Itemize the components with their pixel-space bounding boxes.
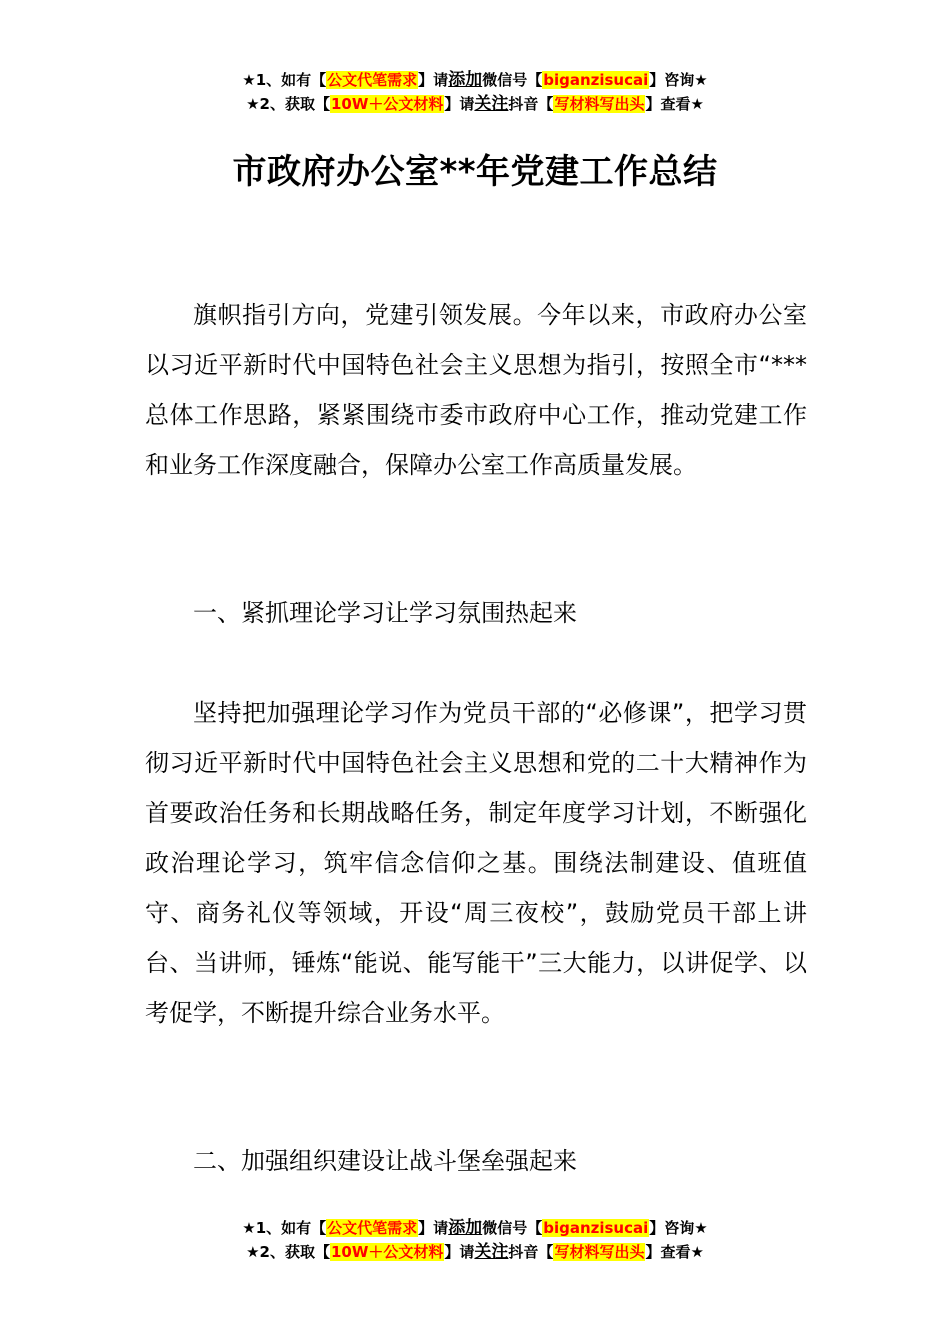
banner-highlight-wechat-id: biganzisucai [543, 71, 649, 89]
banner-line-1-prefix: ★1、如有【 [242, 1219, 327, 1237]
banner-line-2-suffix: 】查看★ [645, 95, 704, 113]
banner-line-2-mid-2: 抖音【 [508, 1243, 554, 1261]
top-banner [0, 68, 950, 116]
banner-line-2-prefix: ★2、获取【 [246, 95, 330, 113]
banner-line-2 [0, 92, 950, 116]
banner-line-1-mid: 】请 [418, 71, 449, 89]
banner-highlight-douyin-account: 写材料写出头 [554, 95, 645, 113]
document-title: 市政府办公室**年党建工作总结 [232, 152, 718, 192]
banner-line-1-prefix: ★1、如有【 [242, 71, 327, 89]
banner-emphasis-follow: 关注 [474, 1242, 509, 1262]
banner-line-1-suffix: 】咨询★ [649, 71, 708, 89]
paragraph-intro: 旗帜指引方向，党建引领发展。今年以来，市政府办公室以习近平新时代中国特色社会主义思想为指引，按照全市“***总体工作思路，紧紧围绕市委市政府中心工作，推动党建工作和业务工作深度融合，保障办公室工作高质量发展。 [145, 301, 807, 479]
banner-highlight-materials: 10W＋公文材料 [330, 1243, 444, 1261]
banner-highlight-service: 公文代笔需求 [327, 71, 418, 89]
bottom-banner [0, 1216, 950, 1264]
banner-line-2-mid: 】请 [444, 1243, 475, 1261]
banner-highlight-douyin-account: 写材料写出头 [554, 1243, 645, 1261]
banner-line-2-prefix: ★2、获取【 [246, 1243, 330, 1261]
banner-emphasis-add: 添加 [448, 1218, 483, 1238]
banner-line-1-mid-2: 微信号【 [482, 71, 543, 89]
banner-emphasis-follow: 关注 [474, 94, 509, 114]
banner-line-2-mid: 】请 [444, 95, 475, 113]
section-heading-2: 二、加强组织建设让战斗堡垒强起来 [193, 1147, 577, 1175]
paragraph-theory-study: 坚持把加强理论学习作为党员干部的“必修课”，把学习贯彻习近平新时代中国特色社会主义思想和党的二十大精神作为首要政治任务和长期战略任务，制定年度学习计划，不断强化政治理论学习，筑牢信念信仰之基。围绕法制建设、值班值守、商务礼仪等领域，开设“周三夜校”，鼓励党员干部上讲台、当讲师，锤炼“能说、能写能干”三大能力，以讲促学、以考促学，不断提升综合业务水平。 [145, 699, 807, 1027]
banner-highlight-service: 公文代笔需求 [327, 1219, 418, 1237]
banner-highlight-materials: 10W＋公文材料 [330, 95, 444, 113]
banner-line-2-suffix: 】查看★ [645, 1243, 704, 1261]
banner-line-1-mid: 】请 [418, 1219, 449, 1237]
banner-line-1-suffix: 】咨询★ [649, 1219, 708, 1237]
banner-line-2 [0, 1240, 950, 1264]
banner-line-1-mid-2: 微信号【 [482, 1219, 543, 1237]
banner-line-2-mid-2: 抖音【 [508, 95, 554, 113]
banner-line-1 [0, 1216, 950, 1240]
banner-highlight-wechat-id: biganzisucai [543, 1219, 649, 1237]
section-heading-1: 一、紧抓理论学习让学习氛围热起来 [193, 599, 577, 627]
banner-line-1 [0, 68, 950, 92]
banner-emphasis-add: 添加 [448, 70, 483, 90]
